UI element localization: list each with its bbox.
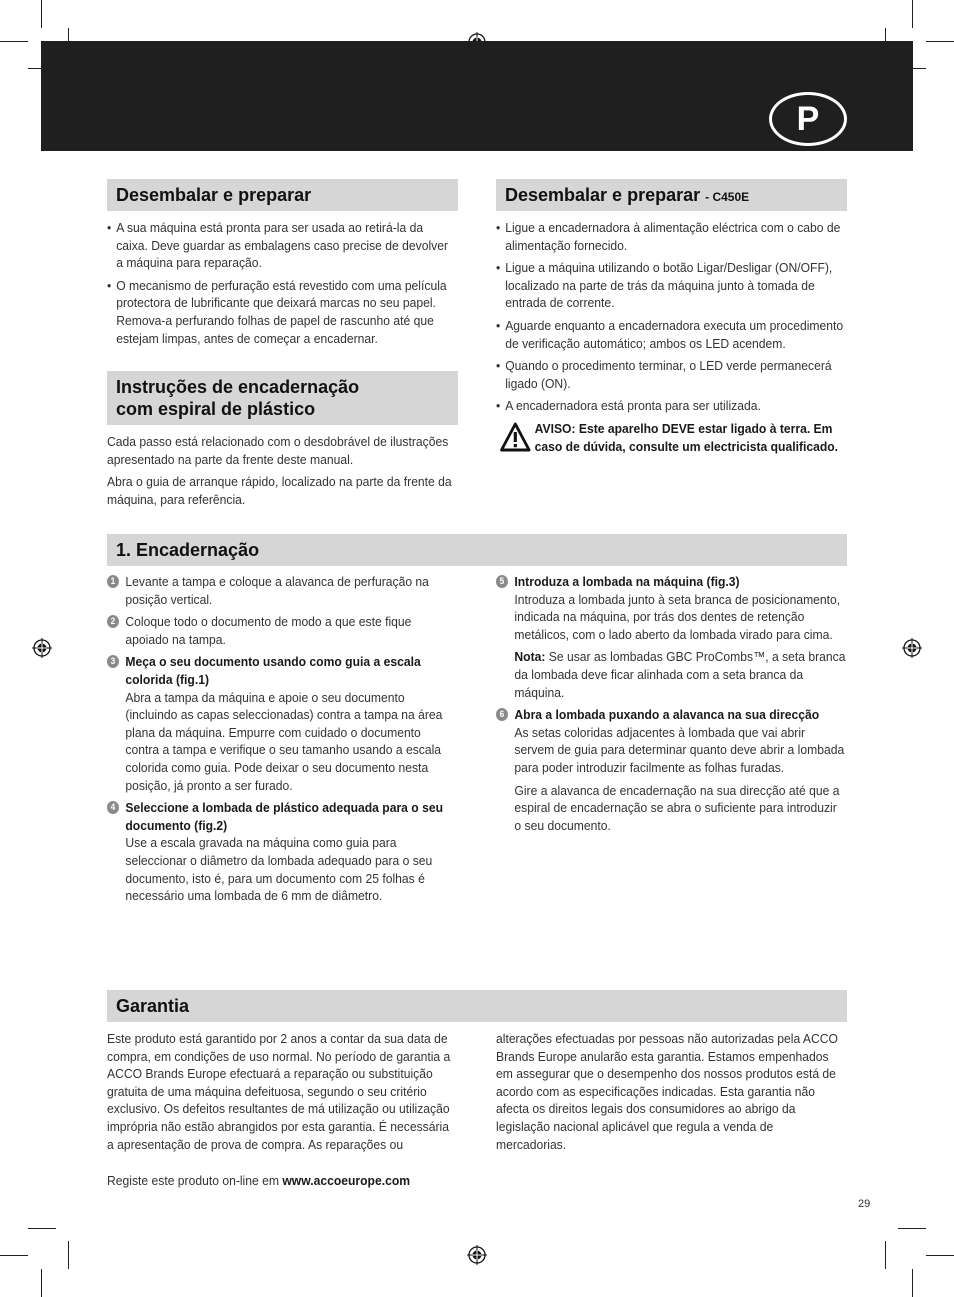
list-item: • A sua máquina está pronta para ser usada ao retirá-la da caixa. Deve guardar as embalagens caso precise de devolver a máquina para reparação. xyxy=(107,219,455,272)
binding-title: 1. Encadernação xyxy=(116,540,260,560)
step-text: As setas coloridas adjacentes à lombada que vai abrir servem de guia para determinar quanto deve abrir a lombada para poder introduzir facilmente as folhas furadas. xyxy=(514,724,845,775)
instructions-title-line2: com espiral de plástico xyxy=(116,399,316,419)
unpack-c450e-model: - C450E xyxy=(705,190,750,204)
step-note xyxy=(514,648,845,701)
crop-mark xyxy=(68,1241,69,1269)
register-line xyxy=(107,1172,493,1190)
unpack-c450e-heading xyxy=(496,179,847,211)
list-item: • Ligue a máquina utilizando o botão Ligar/Desligar (ON/OFF), localizado na parte de trás da máquina junto à tomada de entrada de corrente. xyxy=(496,259,844,312)
instructions-title-line1: Instruções de encadernação xyxy=(116,377,360,397)
unpack-c450e-body xyxy=(496,219,844,455)
register-link[interactable]: www.accoeurope.com xyxy=(282,1173,411,1188)
crop-mark xyxy=(912,1269,913,1297)
list-item: • Aguarde enquanto a encadernadora executa um procedimento de verificação automático; ambos os LED acendem. xyxy=(496,317,844,352)
registration-mark-icon xyxy=(902,638,922,658)
warning-icon xyxy=(500,422,531,452)
step-heading: Meça o seu documento usando como guia a escala colorida (fig.1) xyxy=(125,654,421,687)
step-number-badge: 2 xyxy=(107,615,119,628)
step-text: Levante a tampa e coloque a alavanca de perfuração na posição vertical. xyxy=(125,574,429,607)
paragraph: Abra o guia de arranque rápido, localizado na parte da frente da máquina, para referência. xyxy=(107,474,452,507)
list-item: • O mecanismo de perfuração está revestido com uma película protectora de lubrificante que deixará marcas no seu papel. Remova-a perfurando folhas de papel de rascunho até que estejam limpas, antes de começar a encadernar. xyxy=(107,277,455,347)
crop-mark xyxy=(41,0,42,28)
step-extra: Gire a alavanca de encadernação na sua direcção até que a espiral de encadernação se abra o suficiente para introduzir o seu documento. xyxy=(514,782,840,833)
step-number-badge: 6 xyxy=(496,708,508,721)
page-number: 29 xyxy=(858,1198,871,1210)
binding-heading xyxy=(107,534,847,566)
step-5 xyxy=(496,573,846,701)
step-text: Introduza a lombada junto à seta branca de posicionamento, indicada na máquina, por trás dos dentes de retenção metálicos, com o lado aberto da lombada virado para cima. xyxy=(514,591,841,642)
unpack-title: Desembalar e preparar xyxy=(116,185,312,205)
register-text: Registe este produto on-line em xyxy=(107,1173,279,1188)
step-number-badge: 3 xyxy=(107,655,119,668)
registration-mark-icon xyxy=(467,1245,487,1265)
step-6 xyxy=(496,706,846,834)
instructions-body xyxy=(107,433,455,513)
step-text: Coloque todo o documento de modo a que este fique apoiado na tampa. xyxy=(125,614,412,647)
instructions-heading xyxy=(107,371,458,425)
paragraph: alterações efectuadas por pessoas não autorizadas pela ACCO Brands Europe anularão esta garantia. Estamos empenhados em assegurar que o desempenho dos nossos produtos está de acordo com as especificações indicadas. Esta garantia não afecta os direitos legais dos consumidores ao abrigo da legislação nacional aplicável que regula a venda de mercadorias. xyxy=(496,1031,838,1152)
note-label: Nota: xyxy=(514,649,546,665)
step-number-badge: 4 xyxy=(107,801,119,814)
crop-mark xyxy=(926,1255,954,1256)
crop-mark xyxy=(41,1269,42,1297)
paragraph: Este produto está garantido por 2 anos a contar da sua data de compra, em condições de uso normal. No período de garantia a ACCO Brands Europe efectuará a reparação ou substituição gratuita de uma máquina defeituosa, segundo o seu critério exclusivo. Os defeitos resultantes de má utilização ou utilização imprópria não estão abrangidos por esta garantia. É necessária a apresentação de prova de compra. As reparações ou xyxy=(107,1031,451,1152)
crop-mark xyxy=(926,41,954,42)
step-heading: Seleccione a lombada de plástico adequada para o seu documento (fig.2) xyxy=(125,800,443,833)
step-1 xyxy=(107,573,449,608)
step-heading: Abra a lombada puxando a alavanca na sua direcção xyxy=(514,707,820,723)
paragraph: Cada passo está relacionado com o desdobrável de ilustrações apresentado na parte da frente deste manual. xyxy=(107,434,449,467)
language-badge: P xyxy=(769,92,847,146)
registration-mark-icon xyxy=(32,638,52,658)
crop-mark xyxy=(898,1228,926,1229)
step-number-badge: 1 xyxy=(107,575,119,588)
step-4 xyxy=(107,799,449,905)
crop-mark xyxy=(0,1255,28,1256)
warranty-title: Garantia xyxy=(116,996,190,1016)
unpack-heading xyxy=(107,179,458,211)
crop-mark xyxy=(912,0,913,28)
step-number-badge: 5 xyxy=(496,575,508,588)
warning-text: AVISO: Este aparelho DEVE estar ligado à terra. Em caso de dúvida, consulte um electricista qualificado. xyxy=(534,420,839,454)
step-3 xyxy=(107,653,449,794)
warranty-col-2 xyxy=(496,1030,844,1158)
crop-mark xyxy=(0,41,28,42)
step-text: Use a escala gravada na máquina como guia para seleccionar o diâmetro da lombada adequado para o seu documento, isto é, para um documento com 25 folhas é necessário uma lombada de 6 mm de diâmetro. xyxy=(125,835,433,904)
unpack-body xyxy=(107,219,455,352)
warranty-heading xyxy=(107,990,847,1022)
binding-steps-right xyxy=(496,573,846,839)
step-2 xyxy=(107,613,449,648)
list-item: • Quando o procedimento terminar, o LED verde permanecerá ligado (ON). xyxy=(496,357,844,392)
step-text: Abra a tampa da máquina e apoie o seu documento (incluindo as capas seleccionadas) contra a tampa na área plana da máquina. Empurre com cuidado o documento contra a tampa e verifique o seu tamanho usando a escala colorida como guia. Pode deixar o seu documento nesta posição, já pronto a ser furado. xyxy=(125,689,443,793)
step-heading: Introduza a lombada na máquina (fig.3) xyxy=(514,574,740,589)
warranty-col-1 xyxy=(107,1030,455,1158)
list-item: • Ligue a encadernadora à alimentação eléctrica com o cabo de alimentação fornecido. xyxy=(496,219,844,254)
warning-block xyxy=(496,420,844,455)
binding-steps-left xyxy=(107,573,449,910)
unpack-c450e-title: Desembalar e preparar xyxy=(505,185,701,205)
list-item: • A encadernadora está pronta para ser utilizada. xyxy=(496,397,844,415)
crop-mark xyxy=(28,1228,56,1229)
note-text: Se usar as lombadas GBC ProCombs™, a seta branca da lombada deve ficar alinhada com a seta branca da máquina. xyxy=(514,649,846,700)
crop-mark xyxy=(885,1241,886,1269)
